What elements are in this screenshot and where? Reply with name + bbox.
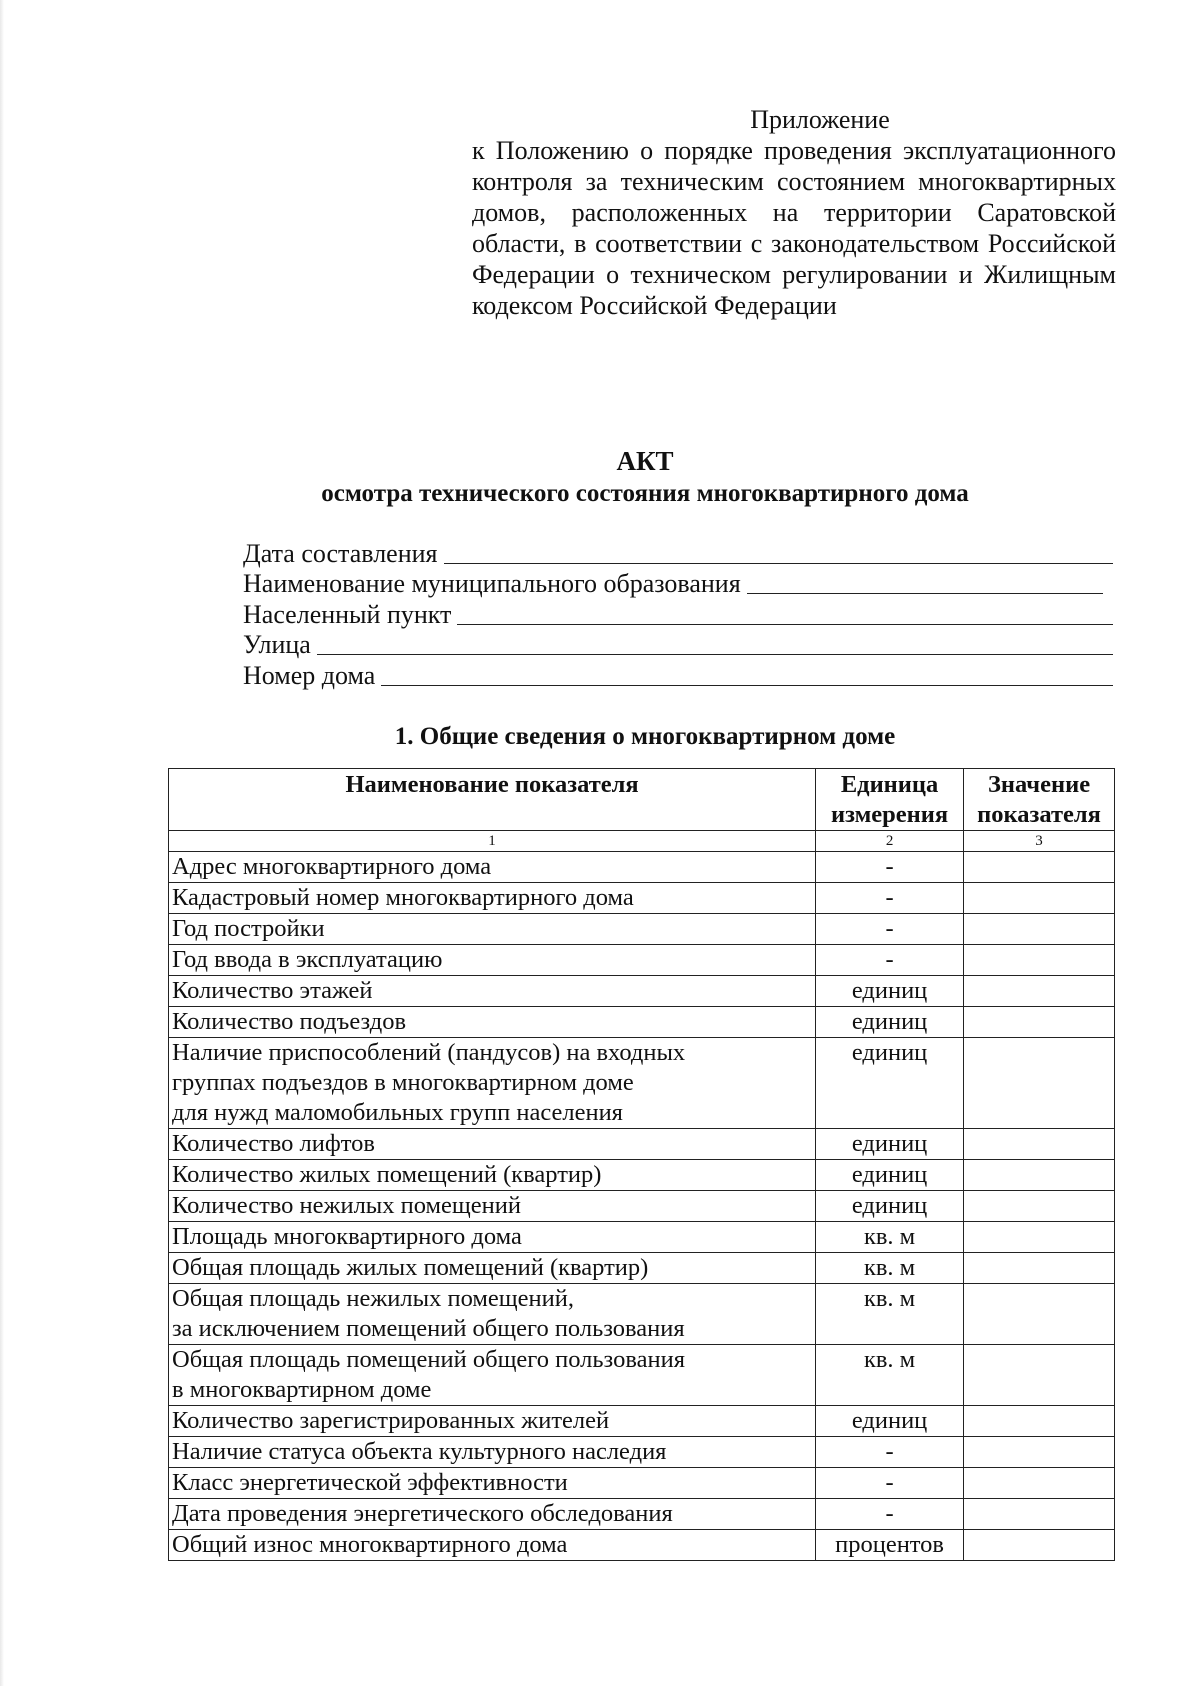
column-header-unit: Единица измерения <box>816 769 964 831</box>
value-cell[interactable] <box>964 1530 1115 1561</box>
indicator-name-cell <box>169 945 816 976</box>
indicator-name-cell <box>169 1253 816 1284</box>
indicator-name-cell <box>169 976 816 1007</box>
indicator-name-line: Общая площадь нежилых помещений, <box>172 1285 574 1312</box>
unit-cell: кв. м <box>816 1345 964 1406</box>
indicator-name-cell <box>169 1191 816 1222</box>
indicator-name-line: Общая площадь помещений общего пользования <box>172 1346 685 1373</box>
table-row <box>169 914 1115 945</box>
unit-cell: - <box>816 1437 964 1468</box>
indicator-name-line: Класс энергетической эффективности <box>172 1469 568 1496</box>
indicator-name-line: Площадь многоквартирного дома <box>172 1223 522 1250</box>
indicator-name-cell <box>169 1406 816 1437</box>
field-label: Населенный пункт <box>243 599 452 629</box>
unit-cell: - <box>816 852 964 883</box>
table-row <box>169 1499 1115 1530</box>
indicator-name-line: Наличие приспособлений (пандусов) на входных <box>172 1039 686 1066</box>
value-cell[interactable] <box>964 914 1115 945</box>
indicator-name-line: Адрес многоквартирного дома <box>172 853 492 880</box>
value-cell[interactable] <box>964 1007 1115 1038</box>
indicator-name-cell <box>169 1160 816 1191</box>
unit-cell: кв. м <box>816 1222 964 1253</box>
value-cell[interactable] <box>964 1406 1115 1437</box>
indicator-name-line: Количество подъездов <box>172 1008 407 1035</box>
indicator-name-line: Дата проведения энергетического обследования <box>172 1500 673 1527</box>
table-row <box>169 852 1115 883</box>
table-row <box>169 1222 1115 1253</box>
value-cell[interactable] <box>964 1345 1115 1406</box>
table-row <box>169 1406 1115 1437</box>
indicator-name-cell <box>169 914 816 945</box>
indicator-name-cell <box>169 1007 816 1038</box>
table-row <box>169 1345 1115 1406</box>
unit-cell: единиц <box>816 1129 964 1160</box>
act-title: АКТ <box>616 446 674 476</box>
table-row <box>169 1160 1115 1191</box>
indicator-name-line: Количество нежилых помещений <box>172 1192 521 1219</box>
field-label: Дата составления <box>243 538 438 568</box>
unit-cell: - <box>816 1499 964 1530</box>
general-info-table <box>168 768 1115 1561</box>
indicator-name-cell <box>169 1345 816 1406</box>
field-house-number <box>243 660 1113 691</box>
table-row <box>169 1284 1115 1345</box>
indicator-name-line: Наличие статуса объекта культурного наследия <box>172 1438 667 1465</box>
table-row <box>169 1437 1115 1468</box>
field-label: Наименование муниципального образования <box>243 569 741 598</box>
fill-in-line <box>444 563 1113 564</box>
table-row <box>169 1129 1115 1160</box>
value-cell[interactable] <box>964 883 1115 914</box>
indicator-name-line: группах подъездов в многоквартирном доме <box>172 1069 634 1096</box>
fill-in-line <box>747 593 1103 594</box>
indicator-name-line: для нужд маломобильных групп населения <box>172 1099 623 1126</box>
column-number-row <box>169 831 1115 852</box>
value-cell[interactable] <box>964 1437 1115 1468</box>
indicator-name-line: Количество жилых помещений (квартир) <box>172 1161 602 1188</box>
appendix-heading: Приложение <box>750 105 890 134</box>
unit-cell: единиц <box>816 976 964 1007</box>
indicator-name-cell <box>169 1222 816 1253</box>
unit-cell: - <box>816 1468 964 1499</box>
value-cell[interactable] <box>964 1253 1115 1284</box>
indicator-name-cell <box>169 1499 816 1530</box>
unit-cell: единиц <box>816 1007 964 1038</box>
field-locality <box>243 599 1113 630</box>
act-subtitle: осмотра технического состояния многоквартирного дома <box>321 480 969 507</box>
field-label: Улица <box>243 630 311 659</box>
column-number: 2 <box>816 831 964 852</box>
indicator-name-line: Год постройки <box>172 915 325 942</box>
value-cell[interactable] <box>964 976 1115 1007</box>
column-number: 3 <box>964 831 1115 852</box>
table-row <box>169 883 1115 914</box>
unit-cell: - <box>816 945 964 976</box>
indicator-name-line: Общая площадь жилых помещений (квартир) <box>172 1254 649 1281</box>
table-row <box>169 1038 1115 1129</box>
table-row <box>169 1530 1115 1561</box>
appendix-text: к Положению о порядке проведения эксплуатационного контроля за техническим состоянием многоквартирных домов, расположенных на территории Саратовской области, в соответствии с законодательством Российской Федерации о техническом регулировании и Жилищным кодексом Российской Федерации <box>472 136 1116 320</box>
unit-cell: кв. м <box>816 1284 964 1345</box>
indicator-name-line: Общий износ многоквартирного дома <box>172 1531 568 1558</box>
field-date <box>243 538 1113 569</box>
value-cell[interactable] <box>964 1284 1115 1345</box>
indicator-name-cell <box>169 1437 816 1468</box>
unit-cell: процентов <box>816 1530 964 1561</box>
value-cell[interactable] <box>964 1129 1115 1160</box>
field-street <box>243 630 1113 661</box>
appendix-block <box>472 104 1116 321</box>
indicator-name-line: Количество лифтов <box>172 1130 375 1157</box>
unit-cell: - <box>816 914 964 945</box>
indicator-name-cell <box>169 1468 816 1499</box>
value-cell[interactable] <box>964 1191 1115 1222</box>
section-title: 1. Общие сведения о многоквартирном доме <box>394 723 896 750</box>
scan-edge <box>0 0 4 1686</box>
indicator-name-line: Количество этажей <box>172 977 373 1004</box>
indicator-name-cell <box>169 1129 816 1160</box>
indicator-name-cell <box>169 1038 816 1129</box>
indicator-name-cell <box>169 1530 816 1561</box>
value-cell[interactable] <box>964 1499 1115 1530</box>
value-cell[interactable] <box>964 1222 1115 1253</box>
column-header-value: Значение показателя <box>964 769 1115 831</box>
header-fields <box>243 538 1113 691</box>
unit-cell: единиц <box>816 1038 964 1129</box>
table-row <box>169 976 1115 1007</box>
column-header-indicator: Наименование показателя <box>169 769 816 831</box>
indicator-name-line: за исключением помещений общего пользования <box>172 1315 685 1342</box>
value-cell[interactable] <box>964 1038 1115 1129</box>
table-row <box>169 1191 1115 1222</box>
value-cell[interactable] <box>964 945 1115 976</box>
indicator-name-line: Год ввода в эксплуатацию <box>172 946 443 973</box>
fill-in-line <box>381 685 1113 686</box>
field-municipality <box>243 569 1113 600</box>
table-row <box>169 1468 1115 1499</box>
indicator-name-line: Кадастровый номер многоквартирного дома <box>172 884 634 911</box>
table-row <box>169 945 1115 976</box>
column-number: 1 <box>169 831 816 852</box>
field-label: Номер дома <box>243 660 376 690</box>
fill-in-line <box>317 654 1113 655</box>
table-body <box>169 852 1115 1561</box>
indicator-name-cell <box>169 1284 816 1345</box>
indicator-name-line: Количество зарегистрированных жителей <box>172 1407 610 1434</box>
value-cell[interactable] <box>964 1468 1115 1499</box>
value-cell[interactable] <box>964 852 1115 883</box>
value-cell[interactable] <box>964 1160 1115 1191</box>
unit-cell: кв. м <box>816 1253 964 1284</box>
unit-cell: единиц <box>816 1191 964 1222</box>
unit-cell: - <box>816 883 964 914</box>
indicator-name-cell <box>169 852 816 883</box>
indicator-name-line: в многоквартирном доме <box>172 1376 432 1403</box>
indicator-name-cell <box>169 883 816 914</box>
table-header-row <box>169 769 1115 831</box>
fill-in-line <box>457 624 1113 625</box>
table-row <box>169 1253 1115 1284</box>
table-row <box>169 1007 1115 1038</box>
unit-cell: единиц <box>816 1160 964 1191</box>
unit-cell: единиц <box>816 1406 964 1437</box>
